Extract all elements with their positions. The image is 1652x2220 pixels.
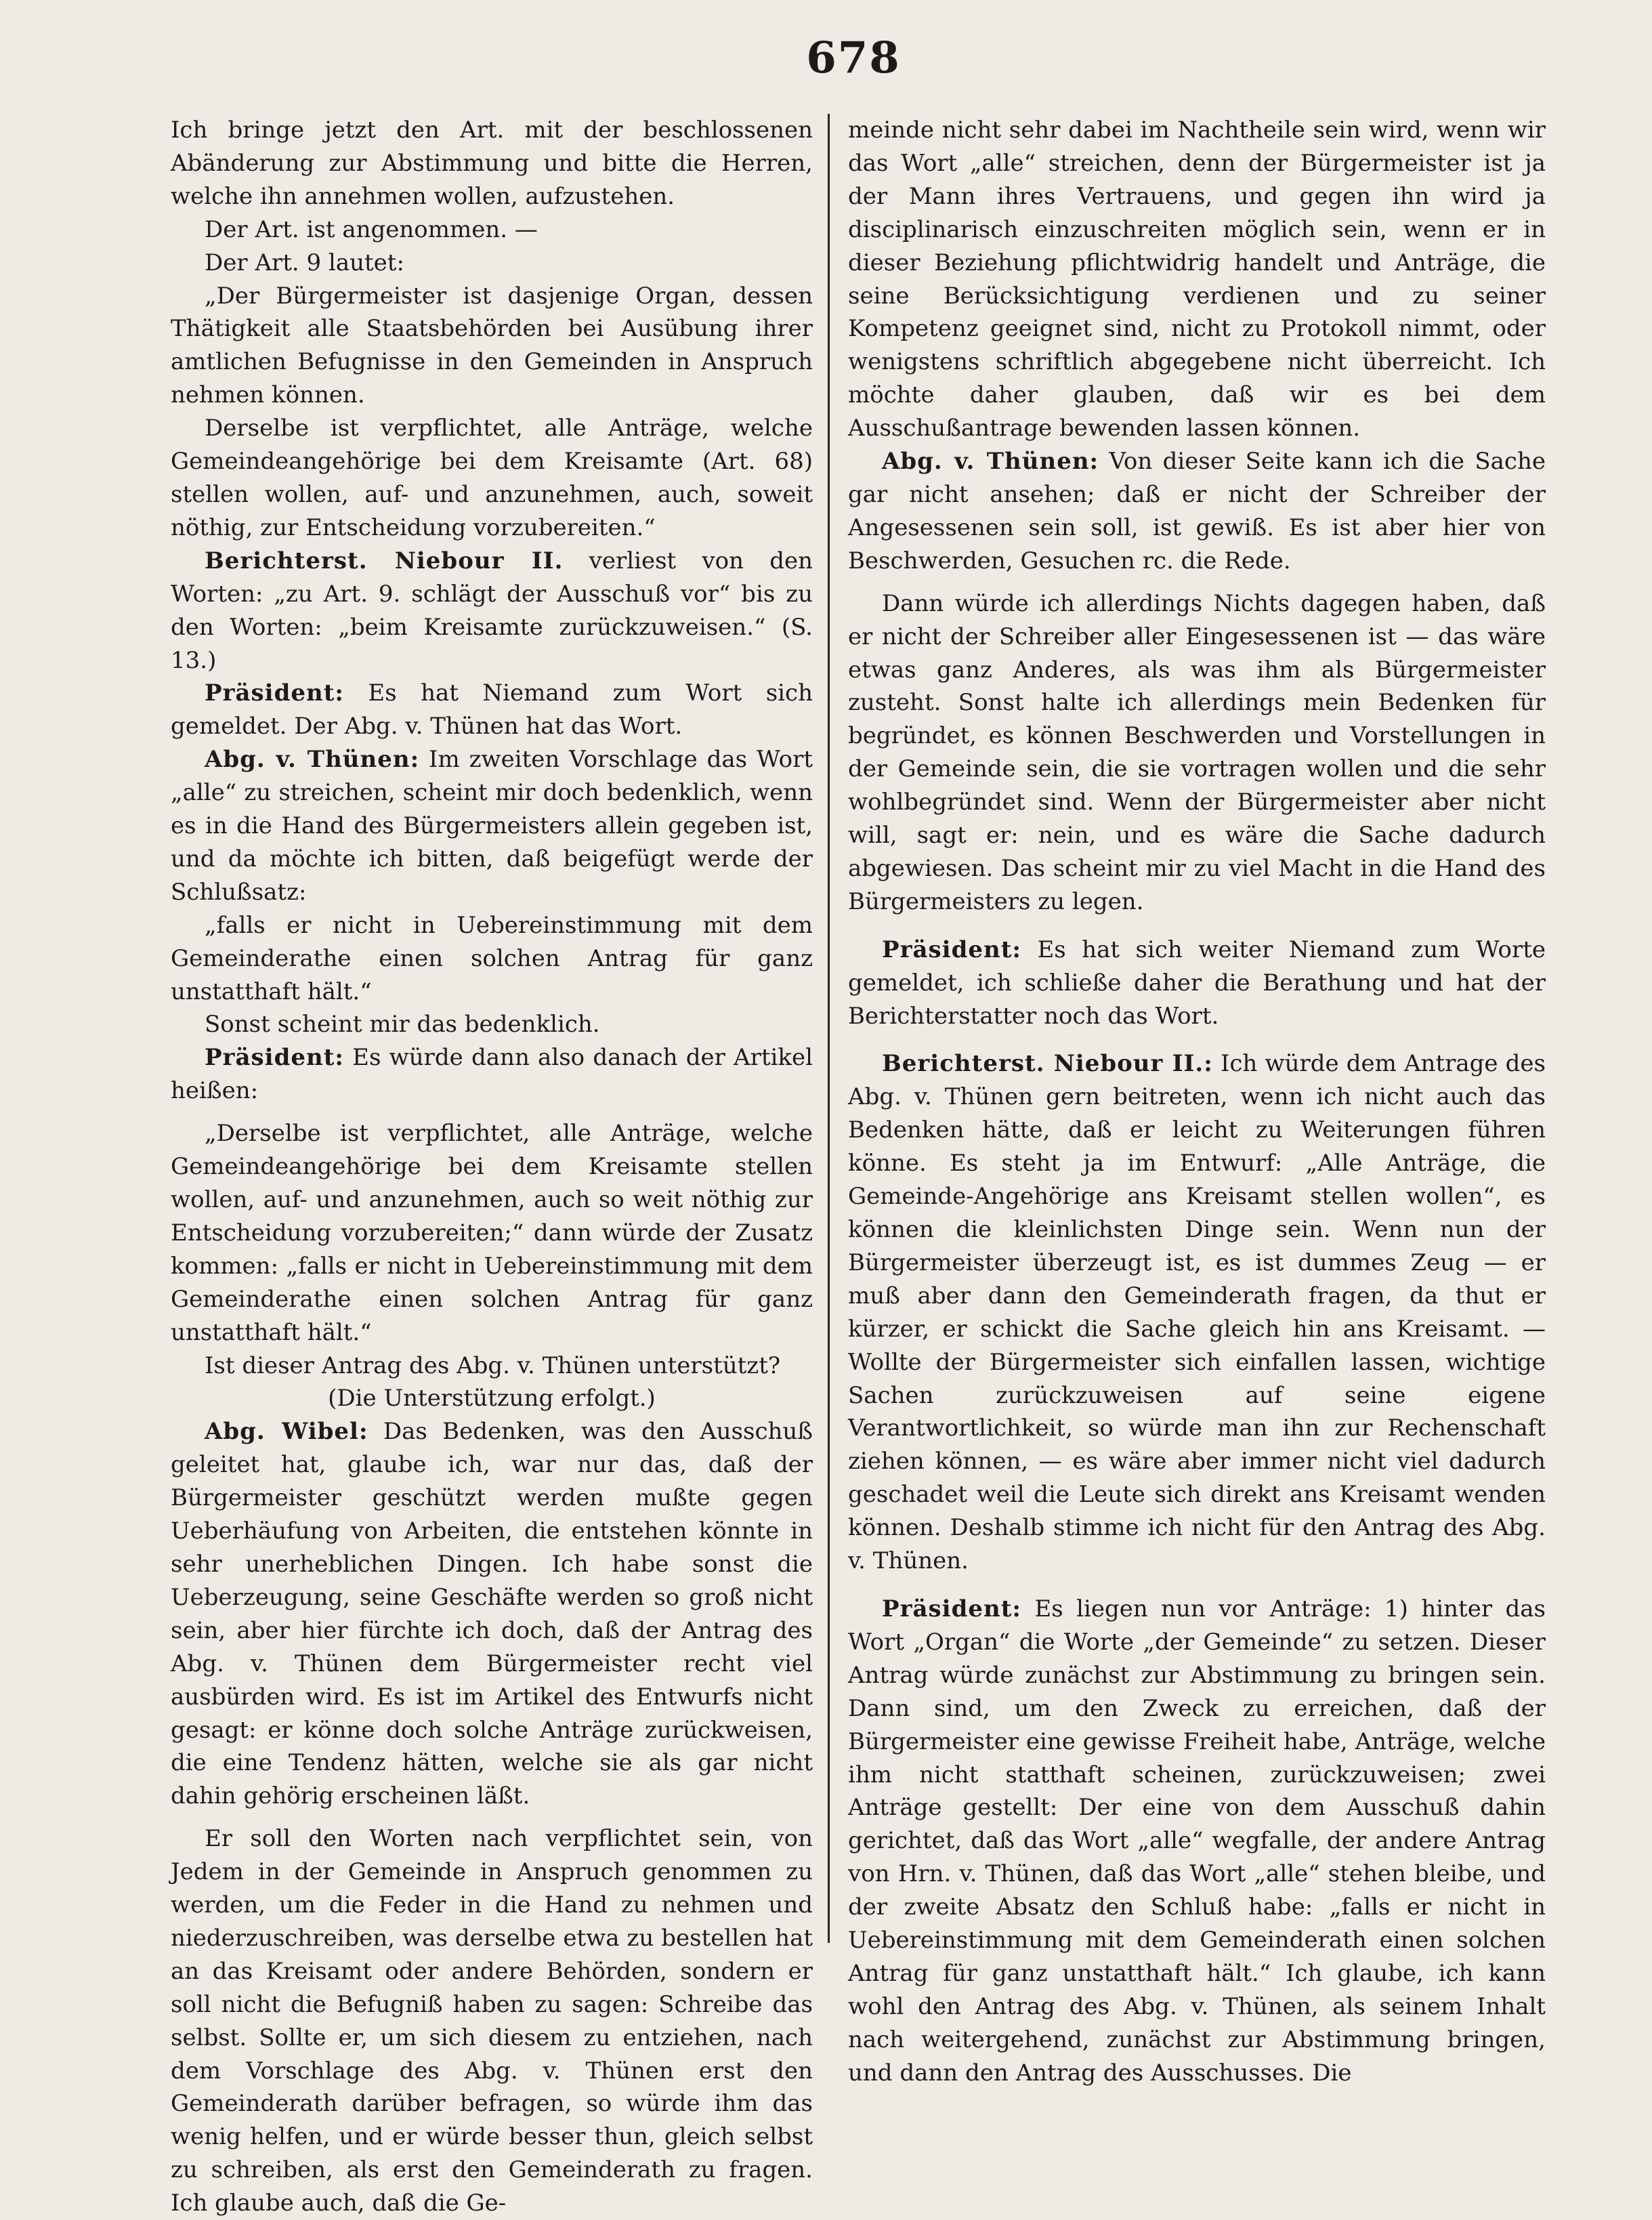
paragraph-text: „falls er nicht in Uebereinstimmung mit dem Gemeinderathe einen solchen Antrag für ganz unstatthaft hält.“ (171, 911, 813, 1005)
paragraph-text: Es hat sich weiter Niemand zum Worte gemeldet, ich schließe daher die Berathung und hat der Berichterstatter noch das Wort. (848, 936, 1546, 1030)
column-divider (828, 114, 830, 1943)
paragraph-text: Das Bedenken, was den Ausschuß geleitet hat, glaube ich, war nur das, daß der Bürgermeister geschützt werden mußte gegen Ueberhäufung von Arbeiten, die entstehen könnte in sehr unerheblichen Dingen. Ich habe sonst die Ueberzeugung, seine Geschäfte werden so groß nicht sein, aber hier fürchte ich doch, daß der Antrag des Abg. v. Thünen dem Bürgermeister recht viel ausbürden wird. Es ist im Artikel des Entwurfs nicht gesagt: er könne doch solche Anträge zurückweisen, die eine Tendenz hätten, welche sie als gar nicht dahin gehörig erscheinen läßt. (171, 1418, 813, 1810)
paragraph-text: Der Art. ist angenommen. — (205, 215, 538, 243)
paragraph-text: Sonst scheint mir das bedenklich. (205, 1011, 600, 1039)
speaker-label: Präsident: (205, 679, 344, 707)
paragraph (171, 1117, 813, 1349)
paragraph (848, 114, 1546, 445)
speaker-label: Präsident: (882, 936, 1021, 963)
right-column (848, 114, 1546, 2090)
paragraph (848, 1047, 1546, 1578)
paragraph (171, 1382, 813, 1415)
paragraph (848, 445, 1546, 578)
paragraph (171, 1041, 813, 1108)
paragraph-text: Ich bringe jetzt den Art. mit der beschlossenen Abänderung zur Abstimmung und bitte die Herren, welche ihn annehmen wollen, aufzustehen. (171, 117, 813, 210)
paragraph-text: meinde nicht sehr dabei im Nachtheile sein wird, wenn wir das Wort „alle“ streichen, denn der Bürgermeister ist ja der Mann ihres Vertrauens, und gegen ihn wird ja disciplinarisch einzuschreiten möglich sein, wenn er in dieser Beziehung pflichtwidrig handelt und Anträge, die seine Berücksichtigung verdienen und zu seiner Kompetenz geeignet sind, nicht zu Protokoll nimmt, oder wenigstens schriftlich abgegebene nicht überreicht. Ich möchte daher glauben, daß wir es bei dem Ausschußantrage bewenden lassen können. (848, 117, 1546, 442)
paragraph-text: Dann würde ich allerdings Nichts dagegen haben, daß er nicht der Schreiber aller Eingesessenen ist — das wäre etwas ganz Anderes, als was ihm als Bürgermeister zusteht. Sonst halte ich allerdings mein Bedenken für begründet, es können Beschwerden und Vorstellungen in der Gemeinde sein, die sie vortragen wollen und die sehr wohlbegründet sind. Wenn der Bürgermeister aber nicht will, sagt er: nein, und es wäre die Sache dadurch abgewiesen. Das scheint mir zu viel Macht in die Hand des Bürgermeisters zu legen. (848, 589, 1546, 915)
paragraph (171, 1415, 813, 1813)
paragraph-text: „Der Bürgermeister ist dasjenige Organ, dessen Thätigkeit alle Staatsbehörden bei Ausübung ihrer amtlichen Befugnisse in den Gemeinden in Anspruch nehmen können. (171, 282, 813, 409)
paragraph-text: Es liegen nun vor Anträge: 1) hinter das Wort „Organ“ die Worte „der Gemeinde“ zu setzen. Dieser Antrag würde zunächst zur Abstimmung zu bringen sein. Dann sind, um den Zweck zu erreichen, daß der Bürgermeister eine gewisse Freiheit habe, Anträge, welche ihm nicht statthaft scheinen, zurückzuweisen; zwei Anträge gestellt: Der eine von dem Ausschuß dahin gerichtet, daß das Wort „alle“ wegfalle, der andere Antrag von Hrn. v. Thünen, daß das Wort „alle“ stehen bleibe, und der zweite Absatz den Schluß habe: „falls er nicht in Uebereinstimmung mit dem Gemeinderath einen solchen Antrag für ganz unstatthaft hält.“ Ich glaube, ich kann wohl den Antrag des Abg. v. Thünen, als seinem Inhalt nach weitergehend, zunächst zur Abstimmung bringen, und dann den Antrag des Ausschusses. Die (848, 1595, 1546, 2087)
paragraph-text: (Die Unterstützung erfolgt.) (328, 1385, 656, 1412)
paragraph (171, 743, 813, 909)
paragraph-text: Es hat Niemand zum Wort sich gemeldet. Der Abg. v. Thünen hat das Wort. (171, 679, 813, 740)
paragraph (848, 934, 1546, 1033)
paragraph (171, 114, 813, 213)
speaker-label: Abg. Wibel: (205, 1418, 368, 1446)
paragraph-text: Er soll den Worten nach verpflichtet sein, von Jedem in der Gemeinde in Anspruch genommen zu werden, um die Feder in die Hand zu nehmen und niederzuschreiben, was derselbe etwa zu bestellen hat an das Kreisamt oder andere Behörden, sondern er soll nicht die Befugniß haben zu sagen: Schreibe das selbst. Sollte er, um sich diesem zu entziehen, nach dem Vorschlage des Abg. v. Thünen erst den Gemeinderath darüber befragen, so würde ihm das wenig helfen, und er würde besser thun, gleich selbst zu schreiben, als erst den Gemeinderath zu fragen. Ich glaube auch, daß die Ge- (171, 1825, 813, 2217)
paragraph-text: Der Art. 9 lautet: (205, 249, 404, 276)
paragraph (171, 280, 813, 413)
paragraph-text: „Derselbe ist verpflichtet, alle Anträge, welche Gemeindeangehörige bei dem Kreisamte stellen wollen, auf- und anzunehmen, auch so weit nöthig zur Entscheidung vorzubereiten;“ dann würde der Zusatz kommen: „falls er nicht in Uebereinstimmung mit dem Gemeinderathe einen solchen Antrag für ganz unstatthaft hält.“ (171, 1120, 813, 1346)
paragraph (171, 247, 813, 280)
paragraph-text: Von dieser Seite kann ich die Sache gar nicht ansehen; daß er nicht der Schreiber der Angesessenen sein soll, ist gewiß. Es ist aber hier von Beschwerden, Gesuchen rc. die Rede. (848, 448, 1546, 574)
paragraph (171, 909, 813, 1009)
paragraph (171, 213, 813, 247)
speaker-label: Berichterst. Niebour II. (205, 547, 564, 574)
speaker-label: Präsident: (205, 1044, 344, 1072)
paragraph-text: Ist dieser Antrag des Abg. v. Thünen unterstützt? (205, 1352, 781, 1379)
paragraph-text: Im zweiten Vorschlage das Wort „alle“ zu streichen, scheint mir doch bedenklich, wenn es in die Hand des Bürgermeisters allein gegeben ist, und da möchte ich bitten, daß beigefügt werde der Schlußsatz: (171, 746, 813, 906)
paragraph-text: Derselbe ist verpflichtet, alle Anträge, welche Gemeindeangehörige bei dem Kreisamte (Art. 68) stellen wollen, auf- und anzunehmen, auch, soweit nöthig, zur Entscheidung vorzubereiten.“ (171, 415, 813, 541)
paragraph-text: Es würde dann also danach der Artikel heißen: (171, 1044, 813, 1105)
speaker-label: Berichterst. Niebour II.: (882, 1050, 1213, 1078)
speaker-label: Abg. v. Thünen: (205, 746, 420, 774)
paragraph (171, 1349, 813, 1383)
speaker-label: Abg. v. Thünen: (882, 448, 1099, 476)
paragraph-text: Ich würde dem Antrage des Abg. v. Thünen gern beitreten, wenn ich nicht auch das Bedenken hätte, daß er leicht zu Weiterungen führen könne. Es steht ja im Entwurf: „Alle Anträge, die Gemeinde-Angehörige ans Kreisamt stellen wollen“, es können die kleinlichsten Dinge sein. Wenn nun der Bürgermeister überzeugt ist, es ist dummes Zeug — er muß aber dann den Gemeinderath fragen, da thut er kürzer, er schickt die Sache gleich hin ans Kreisamt. — Wollte der Bürgermeister sich einfallen lassen, wichtige Sachen zurückzuweisen auf seine eigene Verantwortlichkeit, so würde man ihn zur Rechenschaft ziehen können, — es wäre aber immer nicht viel dadurch geschadet weil die Leute sich direkt ans Kreisamt wenden können. Deshalb stimme ich nicht für den Antrag des Abg. v. Thünen. (848, 1050, 1546, 1575)
paragraph-text: verliest von den Worten: „zu Art. 9. schlägt der Ausschuß vor“ bis zu den Worten: „beim Kreisamte zurückzuweisen.“ (S. 13.) (171, 547, 813, 674)
speaker-label: Präsident: (882, 1595, 1021, 1622)
paragraph (171, 677, 813, 743)
paragraph (848, 587, 1546, 919)
paragraph (171, 1008, 813, 1041)
paragraph (848, 1593, 1546, 2090)
paragraph (171, 1822, 813, 2220)
left-column (171, 114, 813, 2220)
page-number: 678 (806, 33, 901, 83)
paragraph (171, 545, 813, 677)
paragraph (171, 412, 813, 545)
